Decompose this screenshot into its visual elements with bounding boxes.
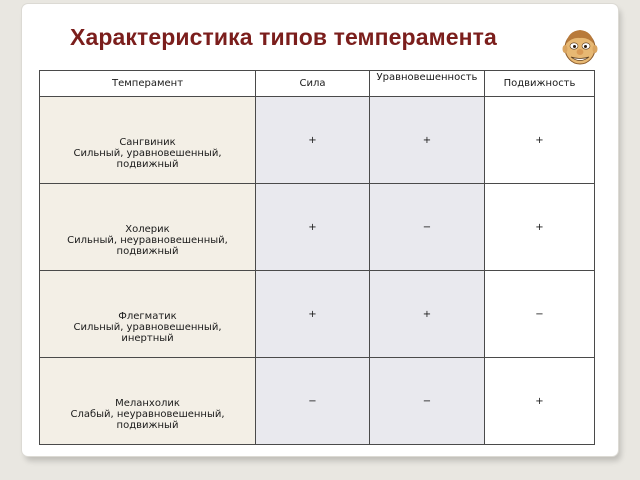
temperament-description: инертный: [121, 332, 174, 344]
mobility-value: +: [485, 184, 595, 271]
temperament-description: Сильный, уравновешенный,: [73, 321, 222, 333]
temperament-description: Слабый, неуравновешенный,: [70, 408, 225, 420]
header-strength: Сила: [256, 71, 370, 97]
table-header-row: [40, 71, 595, 97]
header-mobility: Подвижность: [485, 71, 595, 97]
mobility-value: −: [485, 271, 595, 358]
balance-value: −: [370, 358, 485, 445]
temperament-description: подвижный: [116, 158, 179, 170]
table-row: [40, 358, 595, 445]
table-row: [40, 271, 595, 358]
temperament-description: подвижный: [116, 245, 179, 257]
header-temperament: Темперамент: [40, 71, 256, 97]
temperament-cell: [40, 271, 256, 358]
strength-value: +: [256, 271, 370, 358]
strength-value: −: [256, 358, 370, 445]
temperament-name: Холерик: [125, 223, 170, 235]
temperament-cell: [40, 358, 256, 445]
temperament-description: Сильный, неуравновешенный,: [67, 234, 228, 246]
strength-value: +: [256, 184, 370, 271]
temperament-table: [39, 70, 595, 445]
table-row: [40, 184, 595, 271]
temperament-name: Меланхолик: [115, 397, 180, 409]
temperament-name: Сангвиник: [119, 136, 176, 148]
temperament-name: Флегматик: [118, 310, 177, 322]
balance-value: +: [370, 271, 485, 358]
cartoon-head-avatar-icon: [558, 24, 602, 68]
temperament-description: Сильный, уравновешенный,: [73, 147, 222, 159]
strength-value: +: [256, 97, 370, 184]
page-title: Характеристика типов темперамента: [70, 24, 497, 50]
mobility-value: +: [485, 97, 595, 184]
temperament-cell: [40, 184, 256, 271]
mobility-value: +: [485, 358, 595, 445]
temperament-description: подвижный: [116, 419, 179, 431]
balance-value: −: [370, 184, 485, 271]
header-balance: Уравновешенность: [370, 71, 485, 97]
balance-value: +: [370, 97, 485, 184]
table-row: [40, 97, 595, 184]
temperament-cell: [40, 97, 256, 184]
